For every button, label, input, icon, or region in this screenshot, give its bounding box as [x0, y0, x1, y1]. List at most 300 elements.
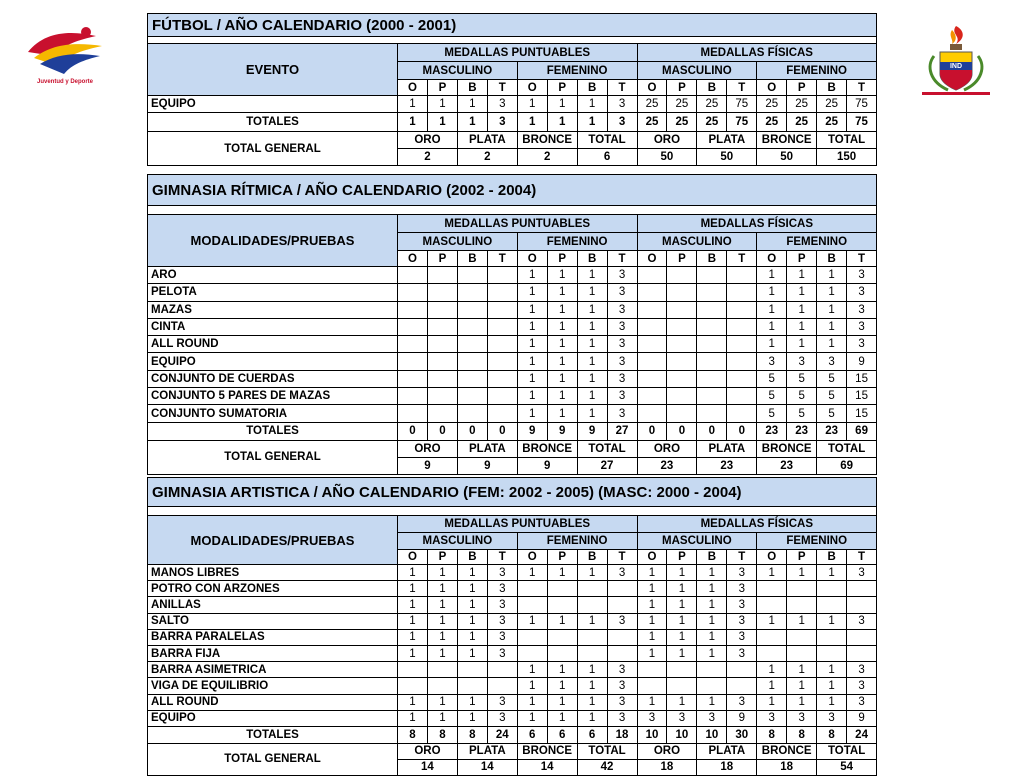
table-row — [148, 645, 877, 661]
total-general-header: BRONCE — [757, 440, 817, 457]
row-value: 1 — [547, 388, 577, 405]
row-value — [697, 388, 727, 405]
row-value: 1 — [517, 388, 547, 405]
row-value: 3 — [727, 565, 757, 581]
row-value: 1 — [577, 370, 607, 387]
totals-value: 25 — [817, 113, 847, 132]
row-value: 1 — [757, 565, 787, 581]
row-value: 3 — [607, 613, 637, 629]
group-header: MEDALLAS FÍSICAS — [637, 516, 877, 533]
row-value: 5 — [817, 405, 847, 422]
totals-value: 0 — [667, 422, 697, 440]
row-value: 3 — [727, 629, 757, 645]
row-value — [398, 336, 428, 353]
table-row — [148, 388, 877, 405]
totals-value: 75 — [847, 113, 877, 132]
row-value: 1 — [517, 336, 547, 353]
row-value — [637, 662, 667, 678]
row-value: 3 — [817, 353, 847, 370]
column-letter: P — [787, 251, 817, 267]
row-value: 1 — [757, 662, 787, 678]
row-value: 1 — [517, 96, 547, 113]
row-label: EQUIPO — [148, 710, 398, 726]
totals-value: 8 — [757, 726, 787, 743]
row-value — [547, 581, 577, 597]
totals-label: TOTALES — [148, 726, 398, 743]
row-value: 1 — [667, 613, 697, 629]
totals-label: TOTALES — [148, 113, 398, 132]
futbol-table — [147, 13, 877, 166]
row-value — [727, 267, 757, 284]
total-general-value: 50 — [757, 149, 817, 166]
row-value — [727, 336, 757, 353]
row-value — [607, 581, 637, 597]
row-value: 9 — [727, 710, 757, 726]
table-row — [148, 565, 877, 581]
column-letter: B — [577, 251, 607, 267]
total-general-header: PLATA — [697, 132, 757, 149]
total-general-value: 27 — [577, 457, 637, 474]
row-value: 1 — [547, 96, 577, 113]
row-value: 3 — [607, 678, 637, 694]
row-label: CINTA — [148, 318, 398, 335]
row-value: 1 — [427, 96, 457, 113]
row-value: 25 — [757, 96, 787, 113]
group-header: MEDALLAS FÍSICAS — [637, 215, 877, 233]
row-value: 1 — [457, 565, 487, 581]
table-title: GIMNASIA RÍTMICA / AÑO CALENDARIO (2002 - 2004) — [148, 175, 877, 206]
row-value: 75 — [847, 96, 877, 113]
row-label: POTRO CON ARZONES — [148, 581, 398, 597]
row-value: 1 — [757, 678, 787, 694]
row-value: 3 — [487, 581, 517, 597]
table-row — [148, 597, 877, 613]
row-value — [637, 267, 667, 284]
row-value — [697, 318, 727, 335]
row-value: 3 — [847, 565, 877, 581]
row-value — [398, 301, 428, 318]
row-value — [727, 662, 757, 678]
column-letter: P — [787, 80, 817, 96]
column-letter: P — [547, 251, 577, 267]
row-value — [398, 318, 428, 335]
total-general-header: PLATA — [457, 132, 517, 149]
row-value: 15 — [847, 370, 877, 387]
row-value: 1 — [697, 613, 727, 629]
row-label: EQUIPO — [148, 96, 398, 113]
row-value — [607, 597, 637, 613]
total-general-header: BRONCE — [517, 132, 577, 149]
row-value: 3 — [487, 629, 517, 645]
table-row — [148, 710, 877, 726]
first-column-header: MODALIDADES/PRUEBAS — [148, 516, 398, 565]
total-general-header: PLATA — [457, 440, 517, 457]
column-letter: O — [637, 251, 667, 267]
row-value: 1 — [577, 267, 607, 284]
row-value — [727, 370, 757, 387]
column-letter: B — [697, 550, 727, 565]
row-label: CONJUNTO DE CUERDAS — [148, 370, 398, 387]
total-general-value: 14 — [457, 759, 517, 775]
row-value — [637, 336, 667, 353]
row-value: 1 — [697, 645, 727, 661]
row-value: 9 — [847, 710, 877, 726]
row-value: 1 — [757, 267, 787, 284]
table-row — [148, 284, 877, 301]
column-letter: O — [757, 251, 787, 267]
row-value: 1 — [517, 662, 547, 678]
column-letter: T — [847, 80, 877, 96]
table-row — [148, 581, 877, 597]
total-general-header: TOTAL — [577, 440, 637, 457]
total-general-value: 69 — [817, 457, 877, 474]
total-general-value: 9 — [398, 457, 458, 474]
row-value: 1 — [547, 678, 577, 694]
row-value — [577, 597, 607, 613]
row-value — [817, 629, 847, 645]
totals-value: 3 — [487, 113, 517, 132]
row-value: 1 — [547, 613, 577, 629]
table-row — [148, 405, 877, 422]
row-value: 1 — [817, 678, 847, 694]
row-value: 3 — [727, 581, 757, 597]
row-value: 1 — [398, 96, 428, 113]
row-value: 1 — [817, 284, 847, 301]
row-value: 3 — [757, 710, 787, 726]
total-general-header: TOTAL — [577, 743, 637, 759]
row-value — [487, 388, 517, 405]
totals-value: 0 — [427, 422, 457, 440]
row-value — [667, 301, 697, 318]
row-value: 3 — [787, 710, 817, 726]
row-value: 5 — [817, 370, 847, 387]
row-value: 9 — [847, 353, 877, 370]
total-general-value: 2 — [398, 149, 458, 166]
totals-value: 30 — [727, 726, 757, 743]
totals-value: 8 — [817, 726, 847, 743]
row-value — [697, 405, 727, 422]
table-row — [148, 336, 877, 353]
row-value: 3 — [637, 710, 667, 726]
total-general-header: BRONCE — [517, 440, 577, 457]
gender-header: FEMENINO — [517, 533, 637, 550]
total-general-header: BRONCE — [757, 743, 817, 759]
row-value: 1 — [427, 710, 457, 726]
row-value: 3 — [607, 710, 637, 726]
total-general-value: 18 — [637, 759, 697, 775]
row-value: 1 — [787, 565, 817, 581]
row-value: 3 — [607, 662, 637, 678]
column-letter: O — [398, 550, 428, 565]
row-value — [607, 629, 637, 645]
row-value — [757, 629, 787, 645]
column-letter: P — [547, 80, 577, 96]
row-value: 1 — [667, 581, 697, 597]
column-letter: B — [817, 251, 847, 267]
row-value: 3 — [607, 284, 637, 301]
row-value: 1 — [398, 629, 428, 645]
total-general-header: PLATA — [697, 440, 757, 457]
row-value — [487, 301, 517, 318]
totals-value: 0 — [637, 422, 667, 440]
gender-header: FEMENINO — [757, 533, 877, 550]
row-value — [517, 597, 547, 613]
totals-value: 6 — [577, 726, 607, 743]
row-value: 25 — [787, 96, 817, 113]
row-value: 1 — [398, 581, 428, 597]
row-value: 3 — [847, 301, 877, 318]
row-value: 3 — [817, 710, 847, 726]
column-letter: B — [577, 80, 607, 96]
row-label: BARRA ASIMETRICA — [148, 662, 398, 678]
total-general-label: TOTAL GENERAL — [148, 132, 398, 166]
column-letter: P — [427, 251, 457, 267]
row-value: 1 — [577, 96, 607, 113]
table-row — [148, 370, 877, 387]
row-value — [817, 581, 847, 597]
row-value — [697, 284, 727, 301]
row-value: 1 — [787, 662, 817, 678]
table-title: GIMNASIA ARTISTICA / AÑO CALENDARIO (FEM: 2002 - 2005) (MASC: 2000 - 2004) — [148, 478, 877, 507]
row-value: 1 — [457, 613, 487, 629]
row-value: 1 — [667, 629, 697, 645]
table-spacer — [148, 37, 877, 44]
row-value: 3 — [607, 96, 637, 113]
row-value: 15 — [847, 388, 877, 405]
totals-value: 69 — [847, 422, 877, 440]
row-value — [637, 388, 667, 405]
totals-value: 23 — [787, 422, 817, 440]
row-value: 3 — [607, 353, 637, 370]
row-value — [398, 284, 428, 301]
column-letter: P — [427, 550, 457, 565]
totals-value: 27 — [607, 422, 637, 440]
column-letter: B — [577, 550, 607, 565]
row-value: 1 — [547, 662, 577, 678]
row-value — [787, 629, 817, 645]
row-value: 1 — [457, 581, 487, 597]
row-value: 5 — [757, 370, 787, 387]
totals-value: 0 — [398, 422, 428, 440]
column-letter: T — [727, 550, 757, 565]
row-value: 5 — [787, 405, 817, 422]
column-letter: P — [667, 550, 697, 565]
row-value: 1 — [517, 267, 547, 284]
row-value: 1 — [667, 694, 697, 710]
row-value — [427, 370, 457, 387]
row-value: 1 — [697, 565, 727, 581]
row-value — [457, 301, 487, 318]
gimnasia-artistica-table — [147, 477, 877, 776]
totals-value: 9 — [547, 422, 577, 440]
column-letter: B — [817, 550, 847, 565]
row-value: 1 — [547, 318, 577, 335]
row-value: 1 — [577, 405, 607, 422]
row-value — [457, 370, 487, 387]
column-letter: O — [517, 80, 547, 96]
row-value: 5 — [757, 405, 787, 422]
totals-value: 1 — [517, 113, 547, 132]
row-value — [398, 267, 428, 284]
total-general-label: TOTAL GENERAL — [148, 743, 398, 775]
totals-value: 25 — [787, 113, 817, 132]
totals-value: 25 — [667, 113, 697, 132]
row-value — [398, 353, 428, 370]
row-value — [457, 388, 487, 405]
totals-value: 0 — [487, 422, 517, 440]
row-value: 3 — [607, 370, 637, 387]
row-value: 1 — [517, 284, 547, 301]
row-value: 3 — [727, 597, 757, 613]
gender-header: MASCULINO — [637, 233, 757, 251]
totals-value: 9 — [577, 422, 607, 440]
total-general-value: 42 — [577, 759, 637, 775]
totals-value: 8 — [787, 726, 817, 743]
totals-value: 6 — [547, 726, 577, 743]
row-value: 1 — [517, 694, 547, 710]
row-value — [697, 370, 727, 387]
row-value: 3 — [607, 694, 637, 710]
row-value: 3 — [607, 565, 637, 581]
table-row — [148, 267, 877, 284]
row-value — [457, 353, 487, 370]
column-letter: O — [637, 80, 667, 96]
row-value — [427, 267, 457, 284]
total-general-value: 6 — [577, 149, 637, 166]
total-general-value: 54 — [817, 759, 877, 775]
row-value: 1 — [817, 662, 847, 678]
row-value — [847, 581, 877, 597]
row-value — [457, 662, 487, 678]
row-value — [727, 318, 757, 335]
total-general-header: TOTAL — [817, 132, 877, 149]
column-letter: T — [487, 550, 517, 565]
row-value: 1 — [457, 597, 487, 613]
column-letter: B — [697, 80, 727, 96]
row-value: 1 — [577, 388, 607, 405]
column-letter: O — [398, 80, 428, 96]
row-value — [487, 370, 517, 387]
total-general-header: BRONCE — [517, 743, 577, 759]
row-value: 1 — [577, 565, 607, 581]
table-row — [148, 301, 877, 318]
row-value: 1 — [427, 694, 457, 710]
row-value: 1 — [517, 370, 547, 387]
column-letter: T — [607, 251, 637, 267]
row-value — [457, 405, 487, 422]
row-value — [727, 388, 757, 405]
row-value — [487, 353, 517, 370]
row-value — [457, 267, 487, 284]
row-value — [427, 336, 457, 353]
row-value: 1 — [577, 336, 607, 353]
row-value: 25 — [667, 96, 697, 113]
column-letter: O — [517, 251, 547, 267]
row-value — [787, 597, 817, 613]
total-general-header: ORO — [398, 743, 458, 759]
row-value: 1 — [637, 581, 667, 597]
row-value: 3 — [847, 336, 877, 353]
row-value — [427, 678, 457, 694]
row-value — [547, 629, 577, 645]
row-value: 1 — [398, 565, 428, 581]
row-label: MAZAS — [148, 301, 398, 318]
total-general-label: TOTAL GENERAL — [148, 440, 398, 474]
total-general-value: 18 — [697, 759, 757, 775]
row-value — [697, 301, 727, 318]
row-value: 25 — [817, 96, 847, 113]
row-value: 1 — [517, 301, 547, 318]
row-value: 3 — [847, 662, 877, 678]
totals-value: 9 — [517, 422, 547, 440]
totals-value: 0 — [727, 422, 757, 440]
row-value: 1 — [787, 694, 817, 710]
column-letter: O — [517, 550, 547, 565]
first-column-header: MODALIDADES/PRUEBAS — [148, 215, 398, 267]
row-value: 1 — [787, 284, 817, 301]
row-value — [757, 581, 787, 597]
row-value: 1 — [637, 613, 667, 629]
column-letter: P — [667, 251, 697, 267]
totals-value: 10 — [667, 726, 697, 743]
row-value: 1 — [757, 613, 787, 629]
row-value — [667, 388, 697, 405]
totals-value: 18 — [607, 726, 637, 743]
column-letter: T — [727, 80, 757, 96]
column-letter: T — [487, 80, 517, 96]
total-general-value: 14 — [517, 759, 577, 775]
row-value — [637, 301, 667, 318]
row-value — [398, 388, 428, 405]
total-general-header: TOTAL — [577, 132, 637, 149]
totals-value: 8 — [427, 726, 457, 743]
gender-header: MASCULINO — [398, 233, 518, 251]
row-value: 3 — [487, 96, 517, 113]
row-value: 1 — [398, 613, 428, 629]
row-value: 1 — [517, 353, 547, 370]
row-value — [727, 284, 757, 301]
row-value: 1 — [817, 267, 847, 284]
row-value: 3 — [757, 353, 787, 370]
row-value: 1 — [457, 694, 487, 710]
row-value — [637, 405, 667, 422]
totals-value: 23 — [757, 422, 787, 440]
row-value: 3 — [487, 694, 517, 710]
total-general-header: ORO — [398, 440, 458, 457]
row-label: ANILLAS — [148, 597, 398, 613]
row-value: 1 — [637, 565, 667, 581]
row-label: MANOS LIBRES — [148, 565, 398, 581]
column-letter: P — [787, 550, 817, 565]
row-value — [847, 597, 877, 613]
row-value: 1 — [637, 694, 667, 710]
table-row — [148, 318, 877, 335]
row-value — [847, 629, 877, 645]
row-value — [547, 645, 577, 661]
row-value: 1 — [577, 284, 607, 301]
row-label: PELOTA — [148, 284, 398, 301]
row-value — [547, 597, 577, 613]
total-general-value: 2 — [457, 149, 517, 166]
row-value — [667, 284, 697, 301]
totals-value: 75 — [727, 113, 757, 132]
totals-value: 1 — [427, 113, 457, 132]
row-value: 3 — [607, 318, 637, 335]
row-value: 3 — [487, 613, 517, 629]
row-value — [398, 662, 428, 678]
row-value — [487, 318, 517, 335]
row-value: 3 — [847, 267, 877, 284]
